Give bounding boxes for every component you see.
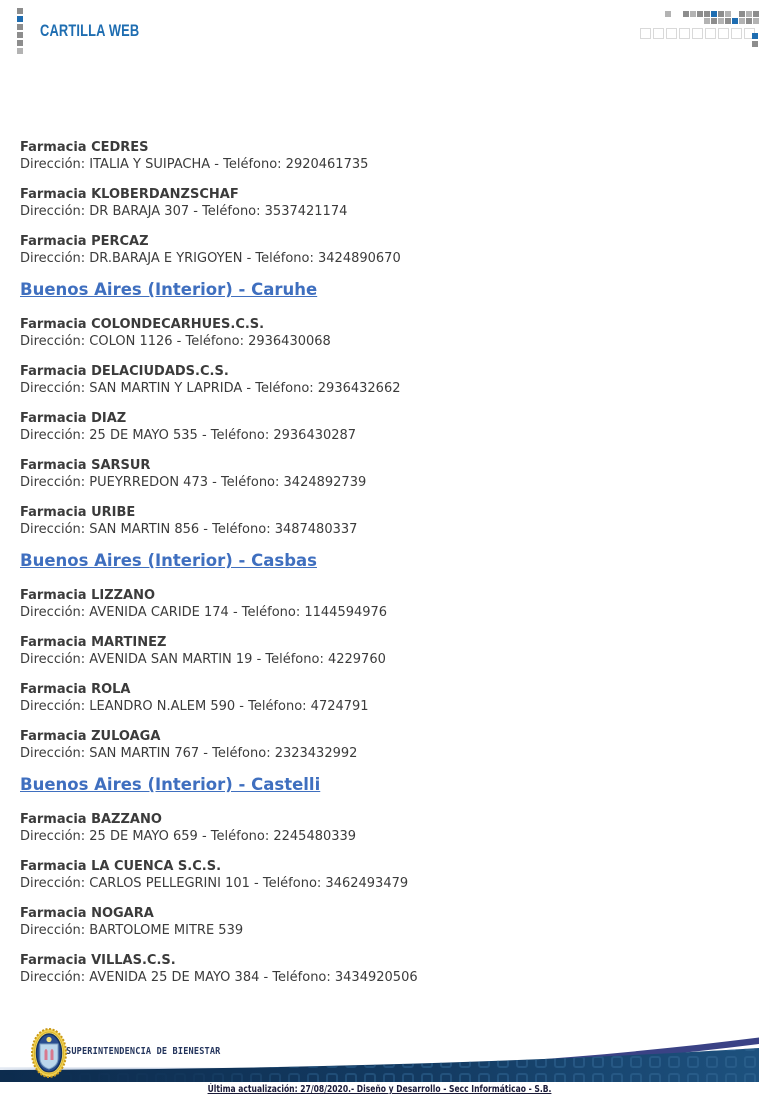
pixel-square [653,28,664,39]
pixel-square [731,28,742,39]
pharmacy-name: Farmacia URIBE [20,505,136,520]
pharmacy-name: Farmacia NOGARA [20,906,154,921]
pharmacy-name: Farmacia LA CUENCA S.C.S. [20,859,222,874]
pixel-square [679,28,690,39]
org-name: SUPERINTENDENCIA DE BIENESTAR [66,1046,221,1057]
pharmacy-details: Dirección: CARLOS PELLEGRINI 101 - Teléfono: 3462493479 [20,876,409,891]
pharmacy-name: Farmacia MARTINEZ [20,635,167,650]
pharmacy-name: Farmacia BAZZANO [20,812,162,827]
pharmacy-name: Farmacia ROLA [20,682,131,697]
pixel-square [718,28,729,39]
pixel-square [683,11,689,17]
pharmacy-details: Dirección: LEANDRO N.ALEM 590 - Teléfono: 4724791 [20,699,369,714]
pixel-square [17,48,23,54]
pixel-square [17,16,23,22]
pharmacy-name: Farmacia VILLAS.C.S. [20,953,176,968]
pharmacy-details: Dirección: PUEYRREDON 473 - Teléfono: 3424892739 [20,475,367,490]
pixel-square [752,41,758,47]
pixel-square [640,28,651,39]
pharmacy-details: Dirección: 25 DE MAYO 659 - Teléfono: 2245480339 [20,829,357,844]
section-heading[interactable]: Buenos Aires (Interior) - Caruhe [20,280,318,299]
pixel-square [704,11,710,17]
pharmacy-entry [20,457,739,491]
pixel-square [665,11,671,17]
pixel-square [732,18,738,24]
pixel-square [704,18,710,24]
pharmacy-name: Farmacia LIZZANO [20,588,156,603]
pharmacy-details: Dirección: ITALIA Y SUIPACHA - Teléfono: 2920461735 [20,157,369,172]
pharmacy-details: Dirección: AVENIDA 25 DE MAYO 384 - Teléfono: 3434920506 [20,970,418,985]
pharmacy-name: Farmacia KLOBERDANZSCHAF [20,187,239,202]
pharmacy-details: Dirección: SAN MARTIN 856 - Teléfono: 3487480337 [20,522,358,537]
pixel-square [692,28,703,39]
pixel-square [690,11,696,17]
pharmacy-name: Farmacia ZULOAGA [20,729,161,744]
pixel-square [739,11,745,17]
pixel-square [753,11,759,17]
pixel-square [753,18,759,24]
last-updated-text: Última actualización: 27/08/2020.- Diseño y Desarrollo - Secc Informáticao - S.B. [207,1084,552,1095]
pixel-square [17,32,23,38]
pharmacy-entry [20,363,739,397]
pharmacy-entry [20,634,739,668]
pharmacy-list [0,139,739,999]
pharmacy-name: Farmacia SARSUR [20,458,151,473]
pharmacy-name: Farmacia CEDRES [20,140,149,155]
pixel-square [718,18,724,24]
section-heading[interactable]: Buenos Aires (Interior) - Castelli [20,775,321,794]
pharmacy-entry [20,186,739,220]
pharmacy-entry [20,681,739,715]
pixel-square [718,11,724,17]
pixel-square [17,8,23,14]
pixel-square [666,28,677,39]
header [0,0,759,60]
pharmacy-entry [20,504,739,538]
pixel-square [17,40,23,46]
pharmacy-details: Dirección: 25 DE MAYO 535 - Teléfono: 2936430287 [20,428,357,443]
pharmacy-details: Dirección: DR BARAJA 307 - Teléfono: 3537421174 [20,204,348,219]
pharmacy-entry [20,139,739,173]
pixel-square [746,11,752,17]
section-heading[interactable]: Buenos Aires (Interior) - Casbas [20,551,317,570]
pharmacy-name: Farmacia PERCAZ [20,234,149,249]
pharmacy-entry [20,905,739,939]
pixel-square [752,33,758,39]
pharmacy-entry [20,316,739,350]
pixel-square [705,28,716,39]
pharmacy-entry [20,858,739,892]
pharmacy-details: Dirección: COLON 1126 - Teléfono: 2936430068 [20,334,331,349]
pharmacy-details: Dirección: SAN MARTIN Y LAPRIDA - Teléfono: 2936432662 [20,381,401,396]
pixel-square [746,18,752,24]
pharmacy-entry [20,811,739,845]
pharmacy-name: Farmacia DELACIUDADS.C.S. [20,364,229,379]
pharmacy-details: Dirección: AVENIDA CARIDE 174 - Teléfono: 1144594976 [20,605,388,620]
app-title: CARTILLA WEB [40,22,140,40]
pixel-square [17,24,23,30]
pixel-square [697,11,703,17]
pharmacy-details: Dirección: AVENIDA SAN MARTIN 19 - Teléfono: 4229760 [20,652,386,667]
pharmacy-entry [20,587,739,621]
pharmacy-name: Farmacia COLONDECARHUES.C.S. [20,317,265,332]
pixel-square [739,18,745,24]
pixel-square [711,11,717,17]
org-logo [29,1027,69,1079]
pharmacy-entry [20,410,739,444]
pixel-square [725,11,731,17]
pharmacy-details: Dirección: DR.BARAJA E YRIGOYEN - Teléfono: 3424890670 [20,251,401,266]
pharmacy-details: Dirección: SAN MARTIN 767 - Teléfono: 2323432992 [20,746,358,761]
pharmacy-entry [20,233,739,267]
pharmacy-details: Dirección: BARTOLOME MITRE 539 [20,923,244,938]
pixel-square [711,18,717,24]
pixel-square [725,18,731,24]
pharmacy-name: Farmacia DIAZ [20,411,127,426]
pharmacy-entry [20,728,739,762]
pharmacy-entry [20,952,739,986]
